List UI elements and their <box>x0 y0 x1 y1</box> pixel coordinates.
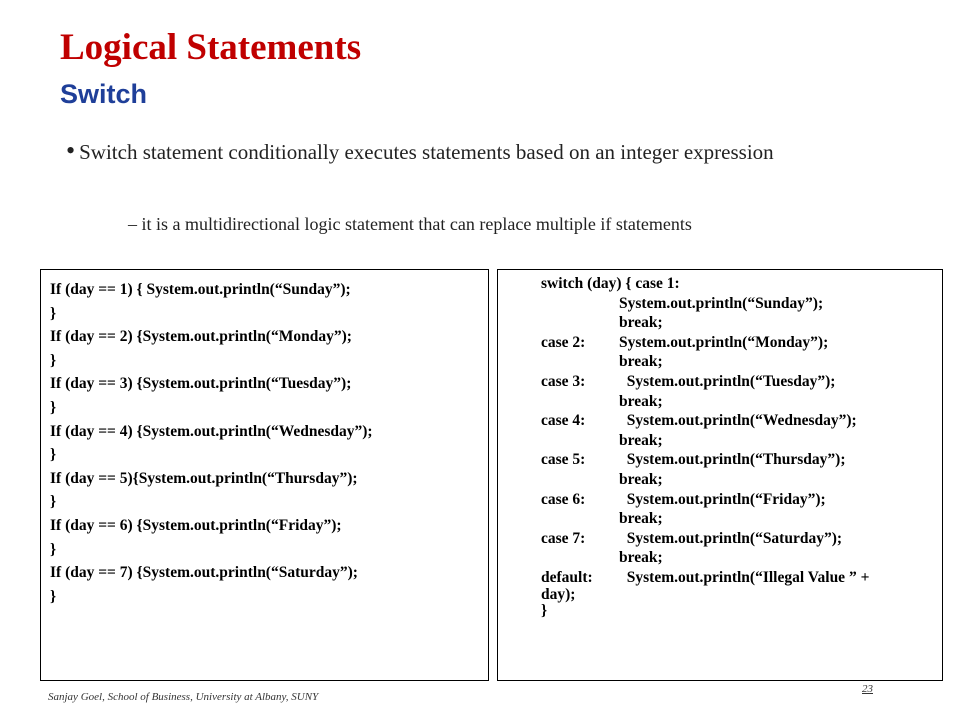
footer-credit: Sanjay Goel, School of Business, University at Albany, SUNY <box>48 691 319 703</box>
code-line <box>541 372 942 392</box>
bullet-dot-icon: • <box>66 136 76 165</box>
code-line: break; <box>619 431 663 449</box>
page-number: 23 <box>862 683 873 695</box>
default-body: System.out.println(“Illegal Value ” + <box>619 568 870 586</box>
case-label: case 4: <box>541 412 586 430</box>
code-line: } <box>50 398 57 416</box>
case-body: System.out.println(“Saturday”); <box>619 529 843 547</box>
case-body: System.out.println(“Friday”); <box>619 490 826 508</box>
sub-bullet-point: – it is a multidirectional logic statement that can replace multiple if statements <box>128 214 692 234</box>
code-line: } <box>541 601 548 619</box>
if-statements-code-box <box>40 269 489 681</box>
case-label: case 7: <box>541 529 586 547</box>
code-line <box>541 333 942 353</box>
case-body: System.out.println(“Wednesday”); <box>619 412 857 430</box>
bullet-point <box>66 134 896 169</box>
code-line: break; <box>619 470 663 488</box>
case-body: System.out.println(“Tuesday”); <box>619 372 836 390</box>
code-line: If (day == 3) {System.out.println(“Tuesday”); <box>50 375 352 393</box>
code-line <box>541 529 942 549</box>
code-line: } <box>50 351 57 369</box>
code-line: day); <box>541 585 576 603</box>
code-line: break; <box>619 510 663 528</box>
code-line: If (day == 1) { System.out.println(“Sunday”); <box>50 281 351 298</box>
code-line: switch (day) { case 1: <box>541 275 680 292</box>
code-line: System.out.println(“Sunday”); <box>619 294 824 312</box>
code-line: } <box>50 540 57 558</box>
case-label: case 5: <box>541 451 586 469</box>
code-line <box>541 411 942 431</box>
code-line: If (day == 4) {System.out.println(“Wednesday”); <box>50 422 373 440</box>
code-line: If (day == 5){System.out.println(“Thursday”); <box>50 469 358 487</box>
code-line: break; <box>619 392 663 410</box>
code-line <box>541 450 942 470</box>
switch-statement-code-box <box>497 269 943 681</box>
bullet-text: Switch statement conditionally executes statements based on an integer expression <box>79 140 774 164</box>
code-line <box>541 490 942 510</box>
code-line: break; <box>619 549 663 567</box>
code-line: If (day == 7) {System.out.println(“Saturday”); <box>50 564 358 582</box>
code-line: } <box>50 493 57 511</box>
code-line: } <box>50 304 57 322</box>
code-line: } <box>50 446 57 464</box>
code-line: break; <box>619 353 663 371</box>
code-line: break; <box>619 314 663 332</box>
case-body: System.out.println(“Thursday”); <box>619 451 846 469</box>
code-line: If (day == 2) {System.out.println(“Monday”); <box>50 328 352 346</box>
slide-subtitle: Switch <box>60 79 148 109</box>
slide-title: Logical Statements <box>60 27 362 68</box>
code-line: If (day == 6) {System.out.println(“Friday”); <box>50 516 342 534</box>
case-label: case 3: <box>541 372 586 390</box>
default-label: default: <box>541 568 593 586</box>
code-line <box>541 568 942 588</box>
code-line: } <box>50 587 57 605</box>
case-label: case 6: <box>541 490 586 508</box>
case-label: case 2: <box>541 333 586 351</box>
case-body: System.out.println(“Monday”); <box>619 333 829 351</box>
